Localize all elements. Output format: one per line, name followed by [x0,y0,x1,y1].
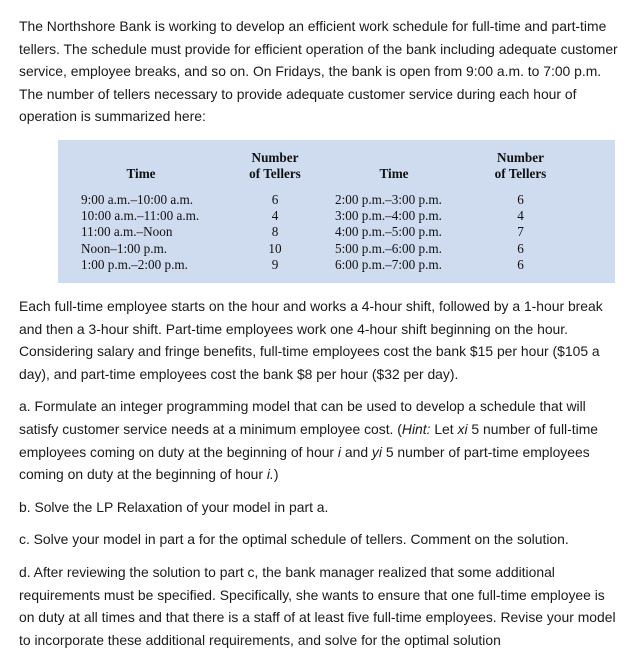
time-cell: 3:00 p.m.–4:00 p.m. [335,208,442,224]
tellers-header-left [249,148,301,184]
part-b: b. Solve the LP Relaxation of your model in part a. [19,498,329,515]
part-c: c. Solve your model in part a for the optimal schedule of tellers. Comment on the solution. [19,531,569,548]
var-x: xi [457,420,468,437]
hint-label: Hint: [401,420,431,437]
time-cell: Noon–1:00 p.m. [81,240,168,256]
time-cell: 5:00 p.m.–6:00 p.m. [335,240,442,256]
cost-paragraph: Each full-time employee starts on the hour and works a 4-hour shift, followed by a 1-hour break and then a 3-hour shift. Part-time employees work one 4-hour shift beginning on the hour. Considering salary and fringe benefits, full-time employees cost the bank $15 per hour ($105 a day), and part-time employees cost the bank $8 per hour ($32 per day). [19,297,603,382]
tellers-column-right [483,148,558,273]
time-cell: 6:00 p.m.–7:00 p.m. [335,256,442,272]
tellers-header-line2: of Tellers [494,165,547,181]
var-y: yi [371,443,382,460]
time-column-left [58,148,245,273]
tellers-cell: 7 [517,224,524,240]
time-cell: 9:00 a.m.–10:00 a.m. [81,191,194,207]
time-header-right: Time [379,165,409,181]
tellers-cell: 6 [271,191,279,207]
tellers-cell: 10 [268,240,282,256]
tellers-header-line2: of Tellers [249,165,301,181]
time-header-left: Time [126,165,156,181]
tellers-header-line1: Number [251,149,299,165]
var-i: i. [266,466,274,483]
time-cell: 4:00 p.m.–5:00 p.m. [335,224,442,240]
tellers-column-left [245,148,305,273]
time-column-right [333,148,483,273]
tellers-cell: 9 [271,256,279,272]
part-d: d. After reviewing the solution to part c, the bank manager realized that some additional requirements must be specified. Specifically, she wants to ensure that one full-time employee is on duty at all times and that there is a staff of at least five full-time employees. Revise your model to incorporate these additional requirements, and solve for the optimal solution [19,563,616,648]
tellers-header-line1: Number [497,149,544,165]
tellers-cell: 6 [517,240,524,256]
intro-paragraph: The Northshore Bank is working to develop an efficient work schedule for full-time and part-time tellers. The schedule must provide for efficient operation of the bank including adequate customer service, employee breaks, and so on. On Fridays, the bank is open from 9:00 a.m. to 7:00 p.m. The number of tellers necessary to provide adequate customer service during each hour of operation is summarized here: [19,18,618,125]
tellers-cell: 4 [271,208,279,224]
teller-table [58,140,615,283]
tellers-cell: 4 [517,208,524,224]
tellers-cell: 6 [517,191,524,207]
problem-text [19,15,624,651]
var-i: i [337,443,342,460]
part-a: a. Formulate an integer programming model that can be used to develop a schedule that will satisfy customer service needs at a minimum employee cost. (Hint: Let xi 5 number of full-time employees coming on duty at the beginning of hour i and yi 5 number of part-time employees coming on duty at the beginning of hour i.) [19,398,599,483]
tellers-cell: 8 [271,224,279,240]
time-cell: 1:00 p.m.–2:00 p.m. [81,256,188,272]
time-cell: 11:00 a.m.–Noon [81,224,173,240]
time-cell: 10:00 a.m.–11:00 a.m. [81,208,200,224]
time-cell: 2:00 p.m.–3:00 p.m. [335,191,442,207]
tellers-cell: 6 [517,256,524,272]
tellers-header-right [495,148,547,184]
